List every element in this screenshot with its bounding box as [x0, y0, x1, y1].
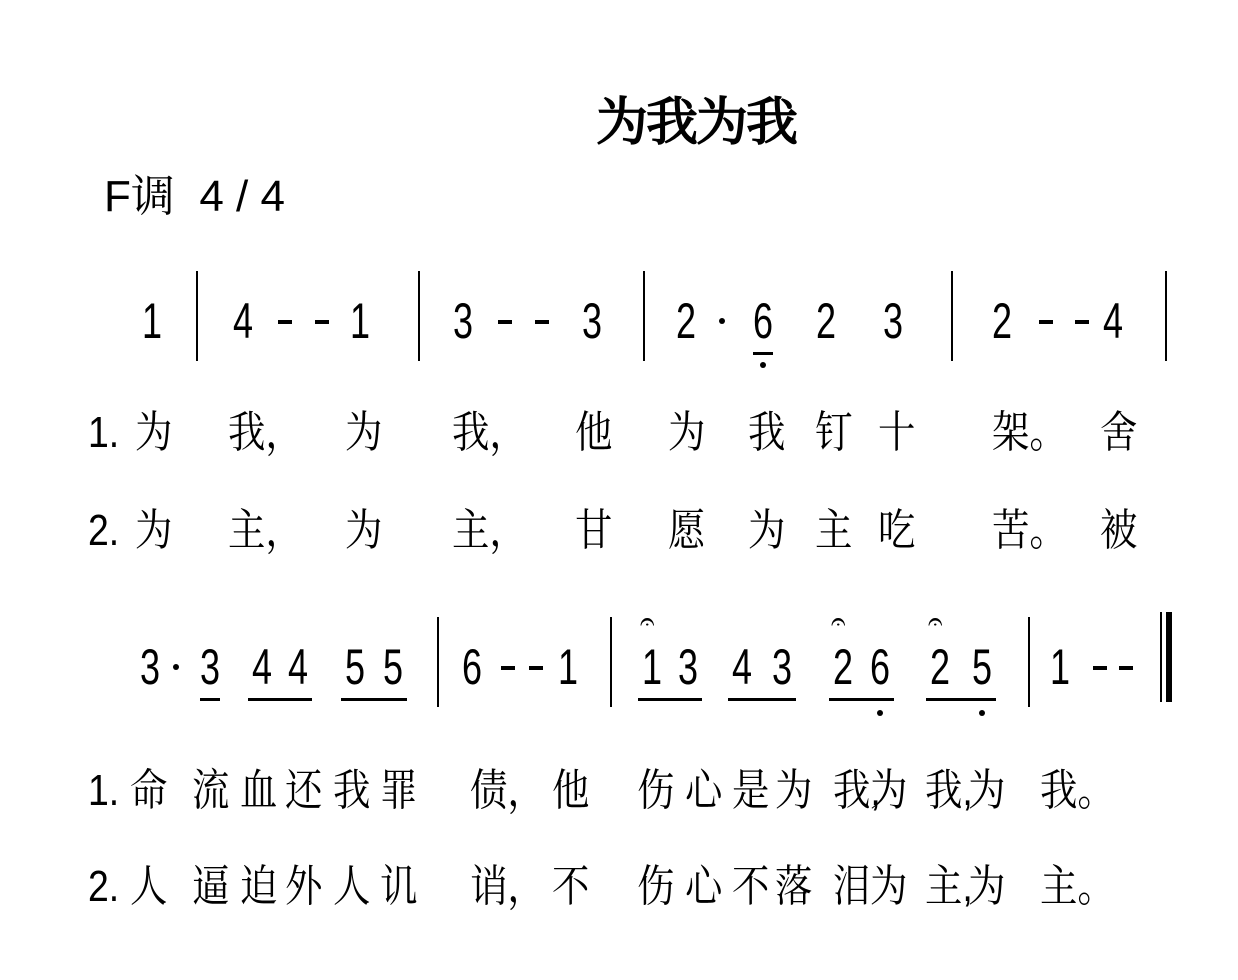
eighth-underline — [200, 698, 220, 701]
lower-octave-dot — [979, 710, 985, 716]
note: 4 — [251, 639, 273, 695]
lyric: 伤 — [637, 862, 675, 911]
verse-number: 1. — [88, 766, 120, 815]
verse-number: 2. — [88, 506, 120, 555]
lyric: 我， — [452, 408, 527, 457]
lyric: 为 — [870, 766, 908, 815]
lyric: 人 — [333, 862, 371, 911]
lyric: 逼 — [192, 862, 230, 911]
note: 1 — [1049, 639, 1071, 695]
dash-extension — [278, 320, 292, 324]
lyric: 我, — [833, 766, 881, 815]
note: 5 — [382, 639, 404, 695]
note: 2 — [815, 293, 837, 349]
lyric: 泪 — [833, 862, 871, 911]
final-barline-thin — [1160, 612, 1162, 702]
lyric: 外 — [285, 862, 323, 911]
eighth-beam — [728, 698, 796, 701]
lyric: 为 — [775, 766, 813, 815]
eighth-beam — [248, 698, 312, 701]
lyric: 被 — [1100, 506, 1138, 555]
lyric: 为 — [135, 408, 173, 457]
verse-number: 1. — [88, 408, 120, 457]
lyric: 他 — [575, 408, 613, 457]
final-barline-thick — [1166, 612, 1172, 702]
lyric: 伤 — [637, 766, 675, 815]
lyric: 舍 — [1100, 408, 1138, 457]
note: 3 — [581, 293, 603, 349]
barline — [196, 271, 198, 361]
song-title: 为我为我 — [596, 94, 797, 152]
lyric: 吃 — [878, 506, 916, 555]
lyric: 我, — [925, 766, 973, 815]
dotted-note-dot — [719, 318, 725, 324]
note: 6 — [461, 639, 483, 695]
barline — [1165, 271, 1167, 361]
note: 1 — [641, 639, 663, 695]
lyric: 为 — [968, 862, 1006, 911]
lyric: 主, — [925, 862, 973, 911]
fermata-icon: 𝄐 — [640, 606, 655, 636]
lyric: 架。 — [992, 408, 1067, 457]
barline — [437, 617, 439, 707]
lyric: 血 — [240, 766, 278, 815]
note: 4 — [1102, 293, 1124, 349]
eighth-underline — [753, 352, 773, 355]
lyric: 为 — [968, 766, 1006, 815]
lyric: 不 — [552, 862, 590, 911]
dash-extension — [1075, 320, 1089, 324]
note: 2 — [675, 293, 697, 349]
note: 2 — [991, 293, 1013, 349]
lyric: 为 — [668, 408, 706, 457]
lyric: 甘 — [575, 506, 613, 555]
barline — [1028, 617, 1030, 707]
note: 3 — [452, 293, 474, 349]
dash-extension — [1093, 666, 1107, 670]
lyric: 我， — [228, 408, 303, 457]
note: 6 — [752, 293, 774, 349]
dash-extension — [535, 320, 549, 324]
note: 4 — [731, 639, 753, 695]
lyric: 诮， — [470, 862, 545, 911]
lyric: 人 — [130, 862, 168, 911]
barline — [951, 271, 953, 361]
key-signature: F调 — [104, 172, 175, 221]
note: 5 — [971, 639, 993, 695]
lower-octave-dot — [760, 362, 766, 368]
lyric: 他 — [552, 766, 590, 815]
lyric: 命 — [130, 766, 168, 815]
lyric: 心 — [685, 766, 723, 815]
lyric: 愿 — [668, 506, 706, 555]
lyric: 是 — [732, 766, 770, 815]
lyric: 为 — [345, 408, 383, 457]
lyric: 讥 — [380, 862, 418, 911]
lyric: 迫 — [240, 862, 278, 911]
eighth-beam — [829, 698, 894, 701]
note: 4 — [287, 639, 309, 695]
lyric: 主。 — [1040, 862, 1115, 911]
fermata-icon: 𝄐 — [831, 606, 846, 636]
lyric: 心 — [685, 862, 723, 911]
lyric: 十 — [878, 408, 916, 457]
dash-extension — [529, 666, 543, 670]
lyric: 苦。 — [992, 506, 1067, 555]
barline — [418, 271, 420, 361]
lyric: 钉 — [815, 408, 853, 457]
eighth-beam — [638, 698, 702, 701]
note: 3 — [771, 639, 793, 695]
note: 3 — [139, 639, 161, 695]
fermata-icon: 𝄐 — [928, 606, 943, 636]
note: 3 — [199, 639, 221, 695]
note: 2 — [929, 639, 951, 695]
lyric: 落 — [775, 862, 813, 911]
lyric: 债， — [470, 766, 545, 815]
lyric: 主 — [815, 506, 853, 555]
verse-number: 2. — [88, 862, 120, 911]
dash-extension — [1039, 320, 1053, 324]
lyric: 不 — [732, 862, 770, 911]
note: 1 — [141, 293, 163, 349]
lyric: 我 — [333, 766, 371, 815]
lyric: 为 — [870, 862, 908, 911]
lyric: 我。 — [1040, 766, 1115, 815]
lyric: 主， — [452, 506, 527, 555]
lyric: 主， — [228, 506, 303, 555]
dash-extension — [1119, 666, 1133, 670]
lower-octave-dot — [877, 710, 883, 716]
eighth-beam — [341, 698, 407, 701]
eighth-beam — [926, 698, 996, 701]
note: 3 — [677, 639, 699, 695]
lyric: 我 — [748, 408, 786, 457]
lyric: 罪 — [380, 766, 418, 815]
note: 5 — [344, 639, 366, 695]
dash-extension — [501, 666, 515, 670]
lyric: 流 — [192, 766, 230, 815]
note: 4 — [232, 293, 254, 349]
dotted-note-dot — [173, 664, 179, 670]
note: 2 — [832, 639, 854, 695]
dash-extension — [498, 320, 512, 324]
key-time-signature — [104, 160, 285, 224]
note: 1 — [557, 639, 579, 695]
note: 6 — [869, 639, 891, 695]
lyric: 为 — [345, 506, 383, 555]
time-signature: 4 / 4 — [199, 172, 285, 221]
note: 3 — [882, 293, 904, 349]
dash-extension — [315, 320, 329, 324]
barline — [643, 271, 645, 361]
lyric: 还 — [285, 766, 323, 815]
note: 1 — [349, 293, 371, 349]
barline — [610, 617, 612, 707]
lyric: 为 — [748, 506, 786, 555]
lyric: 为 — [135, 506, 173, 555]
